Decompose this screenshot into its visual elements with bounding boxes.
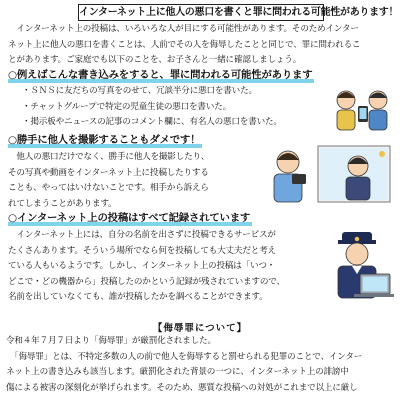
section4-heading: 【侮辱罪について】: [152, 323, 248, 334]
photographing-person-illustration: [262, 140, 394, 206]
list-item: ・掲示板やニュースの記事のコメント欄に、有名人の悪口を書いた。: [22, 117, 282, 127]
paragraph-line: ネット上の書き込みも該当します。厳罰化された背景の一つに、インターネット上の誹謗中: [6, 367, 349, 377]
intro-line: ネット上に他人の悪口を書くことは、人前でその人を侮辱したことと同じで、罪に問われるこ: [8, 39, 361, 50]
section3-heading: ○インターネット上の投稿はすべて記録されています: [8, 212, 251, 224]
list-item: ・ＳＮＳに友だちの写真をのせて、冗談半分に悪口を書いた。: [22, 86, 257, 96]
list-item: ・チャットグループで特定の児童生徒の悪口を書いた。: [22, 101, 231, 112]
paragraph-line: 他人の悪口だけでなく、勝手に他人を撮影したり、: [8, 152, 210, 162]
section1-heading: ○例えばこんな書き込みをすると、罪に問われる可能性があります: [8, 69, 313, 81]
paragraph-line: インターネット上には、自分の名前を出さずに投稿できるサービスが: [8, 230, 276, 240]
paragraph-line: ている人もいるようです。しかし、インターネット上の投稿は「いつ・: [8, 261, 276, 271]
paragraph-line: たくさんあります。そういう場所でなら何を投稿しても大丈夫だと考え: [8, 245, 276, 256]
section1-list: [22, 84, 282, 131]
section2-paragraph: [8, 150, 209, 212]
intro-line: インターネット上の投稿は、いろいろな人が目にする可能性があります。そのためインター: [8, 24, 359, 34]
paragraph-line: ことも、やってはいけないことです。相手から訴えら: [8, 183, 209, 193]
paragraph-line: その写真や動画をインターネット上に投稿したりする: [8, 167, 209, 178]
section2-heading: ○勝手に他人を撮影することもダメです！: [8, 134, 201, 146]
paragraph-line: 令和４年７月７日より「侮辱罪」が厳罰化されました。: [6, 336, 216, 346]
paragraph-line: 「侮辱罪」とは、不特定多数の人の前で他人を侮辱すると罰せられる犯罪のことで、インター: [6, 351, 363, 362]
paragraph-line: れてしまうことがあります。: [8, 198, 117, 209]
paragraph-line: どこで・どの機器から」投稿したのかという記録が残されていますので、: [8, 276, 285, 287]
section3-paragraph: [8, 228, 285, 306]
children-with-phone-illustration: [332, 84, 394, 132]
intro-paragraph: [8, 22, 360, 69]
paragraph-line: 名前を出していなくても、誰が投稿したかを調べることができます。: [8, 292, 268, 302]
intro-line: とがあります。ご家庭でも以下のことを、お子さんと一緒に確認しましょう。: [8, 55, 302, 65]
police-officer-laptop-illustration: [324, 228, 396, 304]
page-title: インターネット上に他人の悪口を書くと罪に問われる可能性があります！: [78, 4, 324, 21]
section4-paragraph: [6, 334, 362, 396]
paragraph-line: 傷による被害の深刻化が挙げられます。そのため、悪質な投稿への対処がこれまで以上に厳し: [6, 382, 358, 393]
